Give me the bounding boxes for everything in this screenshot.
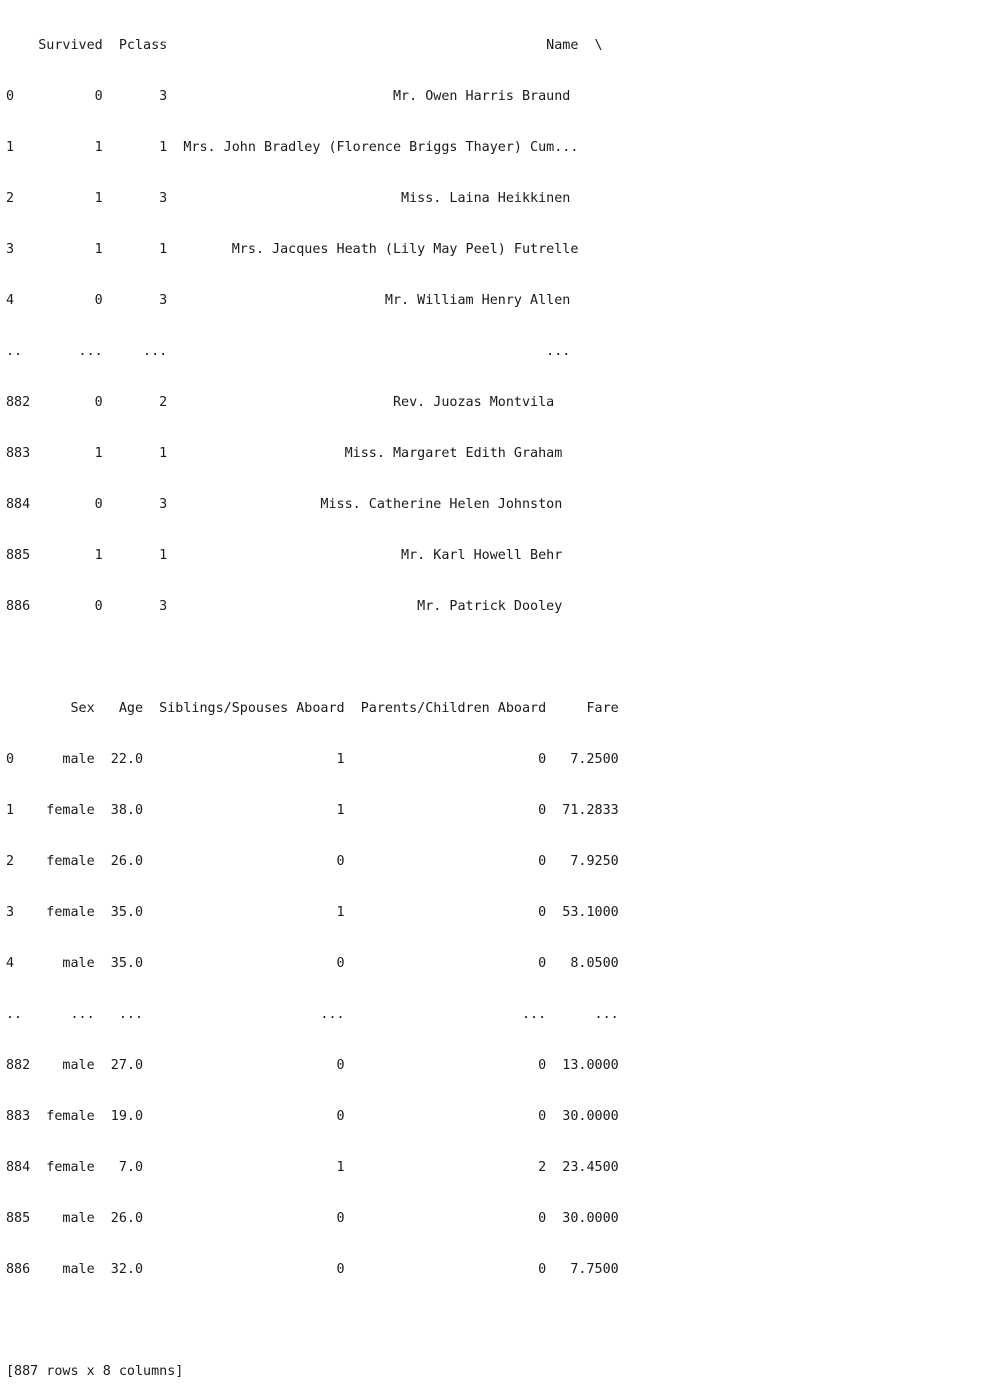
table-row: 886 male 32.0 0 0 7.7500 [6,1262,619,1277]
table-shape-footer: [887 rows x 8 columns] [6,1364,184,1379]
table-row: 882 male 27.0 0 0 13.0000 [6,1058,619,1073]
table-row: 1 1 1 Mrs. John Bradley (Florence Briggs Thayer) Cum... [6,140,579,155]
table-row: 4 male 35.0 0 0 8.0500 [6,956,619,971]
table-row: 2 1 3 Miss. Laina Heikkinen [6,191,571,206]
table-row: 885 1 1 Mr. Karl Howell Behr [6,548,563,563]
table-row: 3 1 1 Mrs. Jacques Heath (Lily May Peel) Futrelle [6,242,579,257]
table-row: 883 1 1 Miss. Margaret Edith Graham [6,446,563,461]
table-row: 884 female 7.0 1 2 23.4500 [6,1160,619,1175]
table-row: 2 female 26.0 0 0 7.9250 [6,854,619,869]
table-row: .. ... ... ... [6,344,571,359]
table-row: 3 female 35.0 1 0 53.1000 [6,905,619,920]
table-row: 885 male 26.0 0 0 30.0000 [6,1211,619,1226]
table-row: 883 female 19.0 0 0 30.0000 [6,1109,619,1124]
table-row: 886 0 3 Mr. Patrick Dooley [6,599,563,614]
table-header: Sex Age Siblings/Spouses Aboard Parents/Children Aboard Fare [6,701,619,716]
table-row: 0 male 22.0 1 0 7.2500 [6,752,619,767]
table-row: 882 0 2 Rev. Juozas Montvila [6,395,555,410]
table-row: 884 0 3 Miss. Catherine Helen Johnston [6,497,563,512]
table-row: 1 female 38.0 1 0 71.2833 [6,803,619,818]
blank-line [6,649,619,666]
table-row: 4 0 3 Mr. William Henry Allen [6,293,571,308]
blank-line [6,1312,619,1329]
table-row: 0 0 3 Mr. Owen Harris Braund [6,89,571,104]
table-row: .. ... ... ... ... ... [6,1007,619,1022]
dataframe-output [6,3,619,1397]
table-header: Survived Pclass Name \ [6,38,603,53]
